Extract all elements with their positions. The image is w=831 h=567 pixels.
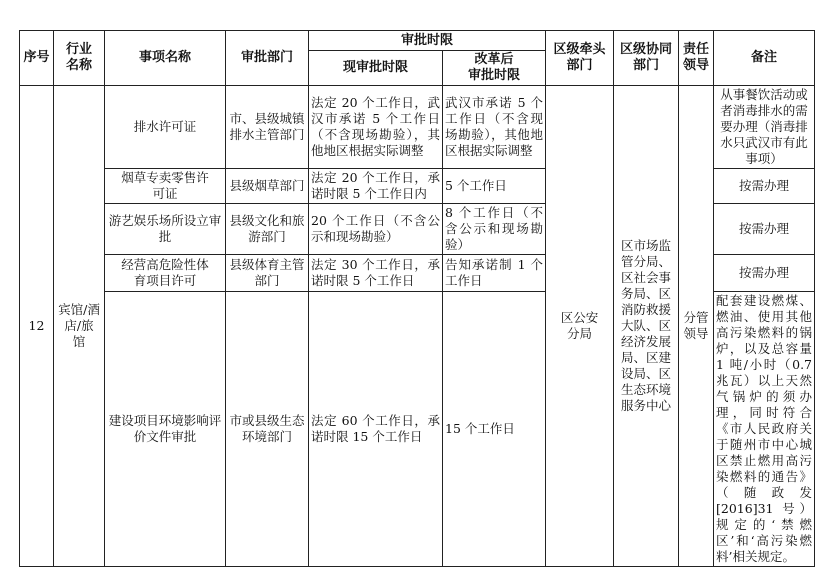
item-time-reform: 武汉市承诺 5 个工作日（不含现场勘验），其他地区根据实际调整: [443, 86, 546, 169]
item-remark: 配套建设燃煤、燃油、使用其他高污染燃料的锅炉，以及总容量 1 吨/小时（0.7 兆瓦）以上天然气锅炉的须办理，同时符合《市人民政府关于随州市中心城区禁止燃用高污染燃料的通告》（随政发[2016]31 号）规定的‘禁燃区’和‘高污染燃料’相关规定。: [714, 292, 815, 567]
item-dept: 县级烟草部门: [226, 169, 309, 204]
item-time-reform: 5 个工作日: [443, 169, 546, 204]
item-remark: 按需办理: [714, 169, 815, 204]
header-coop-dept: 区级协同 部门: [614, 31, 679, 86]
header-lead-dept: 区级牵头 部门: [546, 31, 614, 86]
item-time-reform: 8 个工作日（不含公示和现场勘验）: [443, 204, 546, 255]
header-time-reform: 改革后 审批时限: [443, 51, 546, 86]
header-industry: 行业 名称: [54, 31, 105, 86]
item-name: 烟草专卖零售许 可证: [105, 169, 226, 204]
header-dept: 审批部门: [226, 31, 309, 86]
item-time-current: 20 个工作日（不含公示和现场勘验）: [309, 204, 443, 255]
row-index: 12: [20, 86, 54, 567]
item-time-current: 法定 20 个工作日，承诺时限 5 个工作日内: [309, 169, 443, 204]
header-leader: 责任 领导: [679, 31, 714, 86]
item-name: 游艺娱乐场所设立审 批: [105, 204, 226, 255]
row-industry: 宾馆/酒 店/旅 馆: [54, 86, 105, 567]
item-dept: 县级体育主管 部门: [226, 255, 309, 292]
item-dept: 市、县级城镇 排水主管部门: [226, 86, 309, 169]
item-remark: 按需办理: [714, 255, 815, 292]
header-item-name: 事项名称: [105, 31, 226, 86]
header-time-group: 审批时限: [309, 31, 546, 51]
item-time-current: 法定 30 个工作日，承诺时限 5 个工作日: [309, 255, 443, 292]
header-time-current: 现审批时限: [309, 51, 443, 86]
item-name: 排水许可证: [105, 86, 226, 169]
row-leader: 分管 领导: [679, 86, 714, 567]
item-dept: 县级文化和旅 游部门: [226, 204, 309, 255]
item-time-current: 法定 20 个工作日，武汉市承诺 5 个工作日（不含现场勘验），其他地区根据实际调整: [309, 86, 443, 169]
item-remark: 按需办理: [714, 204, 815, 255]
row-coop-dept: 区市场监 管分局、 区社会事 务局、区 消防救援 大队、区 经济发展 局、区建 设局、区 生态环境 服务中心: [614, 86, 679, 567]
item-time-reform: 15 个工作日: [443, 292, 546, 567]
item-name: 经营高危险性体 育项目许可: [105, 255, 226, 292]
item-name: 建设项目环境影响评 价文件审批: [105, 292, 226, 567]
item-time-reform: 告知承诺制 1 个工作日: [443, 255, 546, 292]
row-lead-dept: 区公安 分局: [546, 86, 614, 567]
item-dept: 市或县级生态 环境部门: [226, 292, 309, 567]
header-index: 序号: [20, 31, 54, 86]
item-remark: 从事餐饮活动或者消毒排水的需要办理（消毒排水只武汉市有此事项）: [714, 86, 815, 169]
approval-table: [19, 30, 815, 567]
item-time-current: 法定 60 个工作日，承诺时限 15 个工作日: [309, 292, 443, 567]
header-remark: 备注: [714, 31, 815, 86]
